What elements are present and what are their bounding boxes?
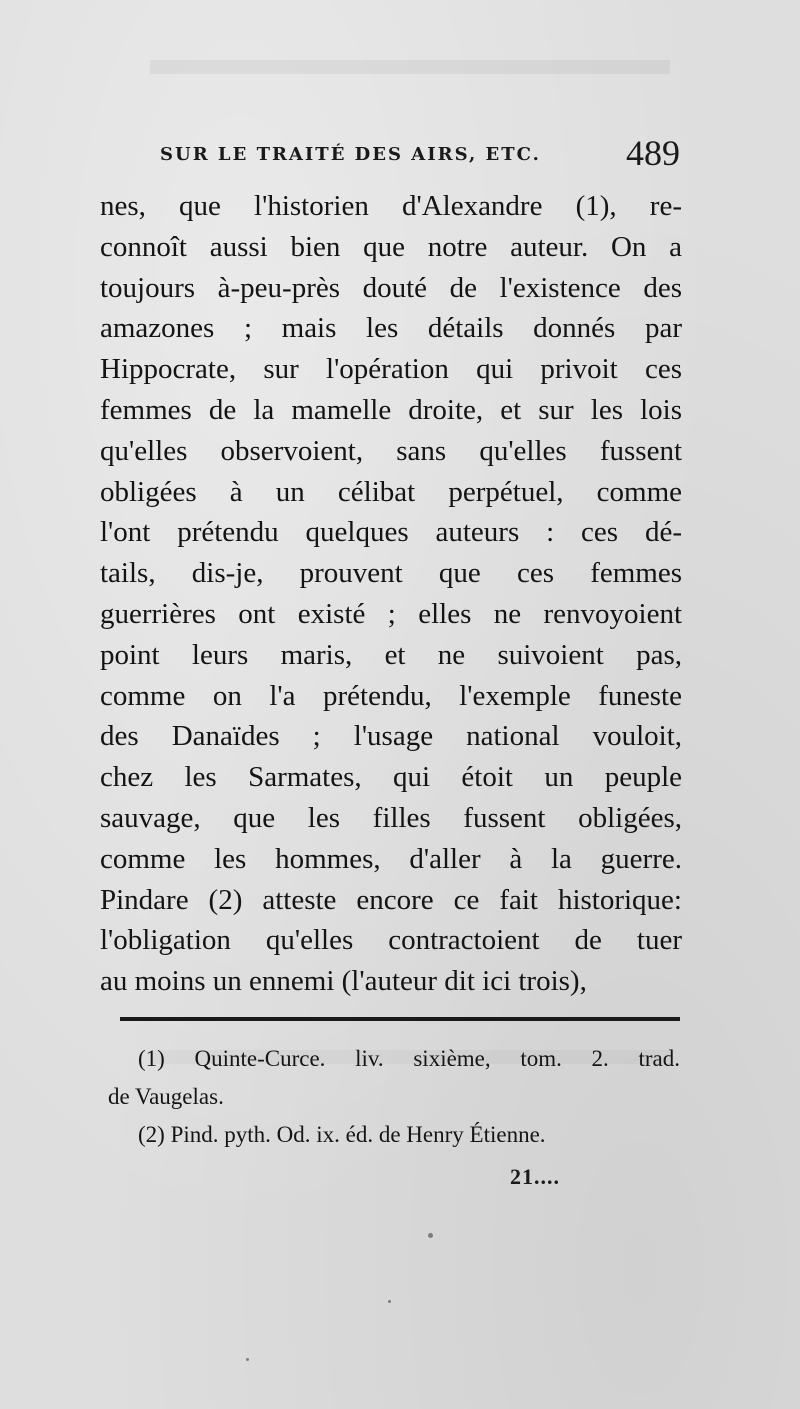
paper-speck [246, 1358, 249, 1361]
text-line: comme les hommes, d'aller à la guerre. [100, 842, 682, 875]
text-line: Hippocrate, sur l'opération qui privoit ces [100, 353, 682, 386]
paper-speck [388, 1300, 391, 1303]
text-line: qu'elles observoient, sans qu'elles fussent [100, 434, 682, 467]
text-line: toujours à-peu-près douté de l'existence des [100, 271, 682, 304]
text-line: l'obligation qu'elles contractoient de tuer [100, 924, 682, 957]
footnotes [108, 1040, 680, 1154]
signature-mark: 21.... [510, 1164, 560, 1189]
footnote-2: (2) Pind. pyth. Od. ix. éd. de Henry Étienne. [138, 1122, 546, 1147]
text-line: guerrières ont existé ; elles ne renvoyoient [100, 597, 682, 630]
text-line: l'ont prétendu quelques auteurs : ces dé- [100, 516, 682, 549]
text-line: point leurs maris, et ne suivoient pas, [100, 638, 682, 671]
text-line: connoît aussi bien que notre auteur. On a [100, 230, 682, 263]
running-head [160, 132, 680, 182]
text-line: femmes de la mamelle droite, et sur les lois [100, 393, 682, 426]
text-line: au moins un ennemi (l'auteur dit ici trois), [100, 965, 587, 998]
text-line: obligées à un célibat perpétuel, comme [100, 475, 682, 508]
paper-speck [428, 1233, 433, 1238]
text-line: sauvage, que les filles fussent obligées, [100, 801, 682, 834]
text-line: nes, que l'historien d'Alexandre (1), re- [100, 190, 682, 222]
running-title: SUR LE TRAITÉ DES AIRS, ETC. [160, 144, 541, 165]
footnote-1: (1) Quinte-Curce. liv. sixième, tom. 2. trad. [138, 1046, 680, 1071]
text-line: Pindare (2) atteste encore ce fait historique: [100, 883, 682, 916]
body-text [100, 186, 682, 1002]
bleed-through-shadow [150, 60, 670, 74]
text-line: amazones ; mais les détails donnés par [100, 312, 682, 345]
footnote-rule [120, 1017, 680, 1021]
text-line: des Danaïdes ; l'usage national vouloit, [100, 720, 682, 753]
text-line: tails, dis-je, prouvent que ces femmes [100, 557, 682, 590]
page-number: 489 [626, 133, 680, 173]
text-line: chez les Sarmates, qui étoit un peuple [100, 761, 682, 794]
footnote-1-continuation: de Vaugelas. [108, 1084, 224, 1109]
text-line: comme on l'a prétendu, l'exemple funeste [100, 679, 682, 712]
